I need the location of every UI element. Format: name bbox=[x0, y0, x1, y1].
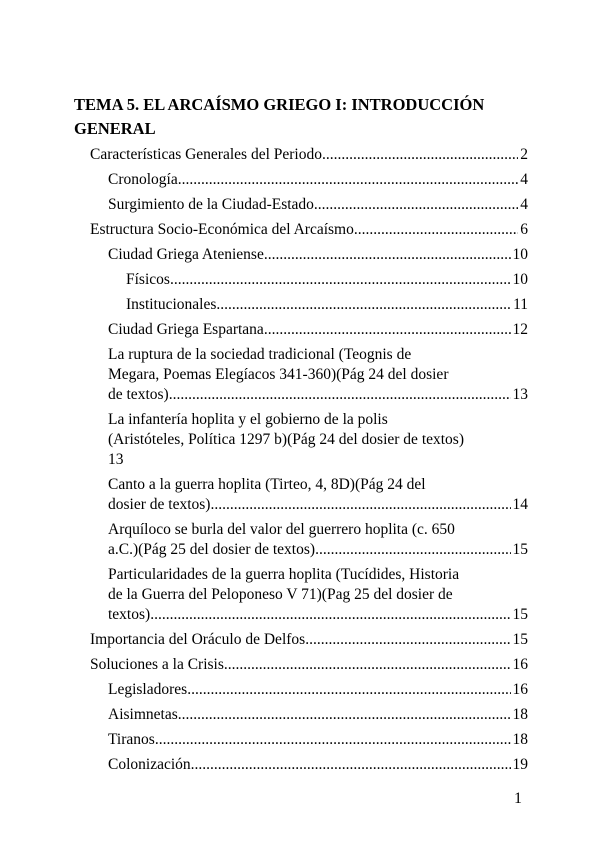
toc-entry-oraculo-delfos[interactable] bbox=[90, 630, 528, 650]
toc-entry-particularidades[interactable] bbox=[108, 565, 528, 625]
toc-entry-label: Cronología bbox=[108, 171, 178, 188]
toc-page-number: 6 bbox=[520, 221, 528, 238]
toc-entry-aisimnetas[interactable] bbox=[108, 705, 528, 725]
toc-entry-label: Ciudad Griega Ateniense bbox=[108, 246, 264, 263]
toc-row bbox=[90, 220, 528, 240]
toc-entry-institucionales[interactable] bbox=[126, 295, 528, 315]
toc-entry-label: Colonización bbox=[108, 756, 191, 773]
toc-row bbox=[108, 495, 528, 515]
toc-entry-ruptura-sociedad[interactable] bbox=[108, 345, 528, 405]
toc-row bbox=[108, 730, 528, 750]
toc-entry-label: textos) bbox=[108, 606, 151, 623]
toc-page-number: 18 bbox=[512, 706, 528, 723]
toc-page-number: 10 bbox=[512, 271, 528, 288]
toc-entry-ciudad-ateniense[interactable] bbox=[108, 245, 528, 265]
toc-page-number: 15 bbox=[512, 606, 528, 623]
dot-leader bbox=[314, 195, 518, 215]
toc-entry-label: a.C.)(Pág 25 del dosier de textos) bbox=[108, 541, 316, 558]
toc-page-number: 14 bbox=[512, 496, 528, 513]
toc-page-number: 16 bbox=[512, 656, 528, 673]
toc-entry-label: Legisladores bbox=[108, 681, 188, 698]
toc-page-number: 11 bbox=[513, 296, 528, 313]
toc-row bbox=[90, 145, 528, 165]
dot-leader bbox=[322, 145, 518, 165]
toc-row bbox=[90, 655, 528, 675]
dot-leader bbox=[178, 705, 511, 725]
toc-entry-label: Aisimnetas bbox=[108, 706, 178, 723]
toc-entry-fisicos[interactable] bbox=[126, 270, 528, 290]
toc-entry-label: Surgimiento de la Ciudad-Estado bbox=[108, 196, 314, 213]
toc-row bbox=[90, 630, 528, 650]
toc-page-number: 12 bbox=[512, 321, 528, 338]
dot-leader bbox=[191, 755, 511, 775]
toc-page-number: 4 bbox=[520, 196, 528, 213]
dot-leader bbox=[305, 630, 510, 650]
toc-page-number: 16 bbox=[512, 681, 528, 698]
toc-row bbox=[108, 245, 528, 265]
toc-page-number: 15 bbox=[512, 631, 528, 648]
toc-entry-label: Soluciones a la Crisis bbox=[90, 656, 224, 673]
toc-entry-label: dosier de textos) bbox=[108, 496, 211, 513]
toc-page-number: 19 bbox=[512, 756, 528, 773]
toc-entry-caracteristicas[interactable] bbox=[90, 145, 528, 165]
toc-page-number: 15 bbox=[512, 541, 528, 558]
toc-page-number: 13 bbox=[108, 451, 124, 468]
dot-leader bbox=[187, 680, 510, 700]
toc-entry-cronologia[interactable] bbox=[108, 170, 528, 190]
toc-entry-estructura[interactable] bbox=[90, 220, 528, 240]
toc-row bbox=[108, 705, 528, 725]
toc-entry-line: Particularidades de la guerra hoplita (Tucídides, Historia bbox=[108, 566, 460, 583]
toc-entry-label: Institucionales bbox=[126, 296, 217, 313]
dot-leader bbox=[210, 495, 510, 515]
dot-leader bbox=[155, 730, 511, 750]
toc-row bbox=[108, 195, 528, 215]
toc-entry-surgimiento[interactable] bbox=[108, 195, 528, 215]
toc-page-number: 18 bbox=[512, 731, 528, 748]
toc-row bbox=[108, 755, 528, 775]
toc-entry-line: Arquíloco se burla del valor del guerrero hoplita (c. 650 bbox=[108, 521, 455, 538]
dot-leader bbox=[224, 655, 511, 675]
toc-entry-line: de la Guerra del Peloponeso V 71)(Pag 25 del dosier de bbox=[108, 586, 453, 603]
toc-page-number: 10 bbox=[512, 246, 528, 263]
toc-page-number: 13 bbox=[512, 386, 528, 403]
toc-entry-line: Megara, Poemas Elegíacos 341-360)(Pág 24 del dosier bbox=[108, 366, 449, 383]
toc-entry-label: Físicos bbox=[126, 271, 170, 288]
toc-entry-ciudad-espartana[interactable] bbox=[108, 320, 528, 340]
toc-entry-line: La ruptura de la sociedad tradicional (Teognis de bbox=[108, 346, 412, 363]
title-line-1: TEMA 5. EL ARCAÍSMO GRIEGO I: INTRODUCCIÓN bbox=[74, 95, 485, 114]
toc-entry-colonizacion[interactable] bbox=[108, 755, 528, 775]
toc-row bbox=[126, 270, 528, 290]
dot-leader bbox=[150, 605, 510, 625]
toc-page-number: 2 bbox=[520, 146, 528, 163]
toc-entry-infanteria-hoplita[interactable] bbox=[108, 410, 528, 470]
toc-entry-tiranos[interactable] bbox=[108, 730, 528, 750]
dot-leader bbox=[216, 295, 511, 315]
dot-leader bbox=[169, 385, 511, 405]
toc-row bbox=[108, 385, 528, 405]
toc-entry-line: (Aristóteles, Política 1297 b)(Pág 24 del dosier de textos) bbox=[108, 431, 465, 448]
page-number: 1 bbox=[514, 790, 522, 807]
toc-entry-legisladores[interactable] bbox=[108, 680, 528, 700]
dot-leader bbox=[178, 170, 519, 190]
toc-entry-label: Características Generales del Periodo bbox=[90, 146, 322, 163]
dot-leader bbox=[315, 540, 510, 560]
toc-entry-label: Ciudad Griega Espartana bbox=[108, 321, 264, 338]
toc-entry-label: Estructura Socio-Económica del Arcaísmo bbox=[90, 221, 354, 238]
toc-row bbox=[108, 320, 528, 340]
toc-entry-line: La infantería hoplita y el gobierno de la polis bbox=[108, 411, 388, 428]
toc-entry-label: Importancia del Oráculo de Delfos bbox=[90, 631, 306, 648]
toc-page-number: 4 bbox=[520, 171, 528, 188]
toc-row bbox=[108, 680, 528, 700]
table-of-contents bbox=[90, 145, 528, 780]
toc-row bbox=[108, 540, 528, 560]
toc-entry-arquiloco[interactable] bbox=[108, 520, 528, 560]
dot-leader bbox=[264, 245, 511, 265]
dot-leader bbox=[170, 270, 511, 290]
toc-entry-soluciones-crisis[interactable] bbox=[90, 655, 528, 675]
toc-entry-label: Tiranos bbox=[108, 731, 155, 748]
toc-entry-line: Canto a la guerra hoplita (Tirteo, 4, 8D)(Pág 24 del bbox=[108, 476, 426, 493]
title-line-2: GENERAL bbox=[74, 119, 156, 138]
toc-entry-label: de textos) bbox=[108, 386, 169, 403]
document-title bbox=[74, 93, 534, 141]
toc-row bbox=[108, 170, 528, 190]
dot-leader bbox=[264, 320, 511, 340]
toc-row bbox=[108, 605, 528, 625]
toc-row bbox=[126, 295, 528, 315]
toc-entry-canto-guerra[interactable] bbox=[108, 475, 528, 515]
dot-leader bbox=[354, 220, 518, 240]
